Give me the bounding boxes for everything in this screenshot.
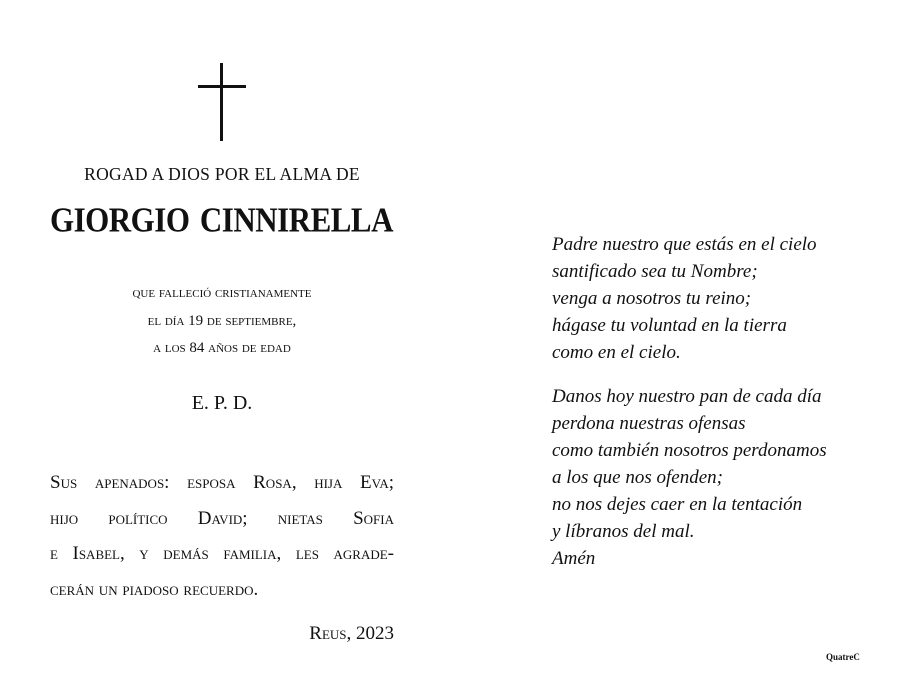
family-line: hijo político David; nietas Sofia: [50, 507, 394, 529]
epd-text: E. P. D.: [191, 392, 253, 414]
rogad-heading: ROGAD A DIOS POR EL ALMA DE: [84, 164, 360, 184]
prayer-line: hágase tu voluntad en la tierra: [552, 315, 787, 336]
last-name: CINNIRELLA: [199, 200, 393, 240]
cross-horizontal-bar: [198, 85, 246, 88]
prayer-line: venga a nosotros tu reino;: [552, 288, 752, 309]
cross-icon: [198, 63, 246, 141]
death-info-line: a los 84 años de edad: [153, 340, 291, 356]
deceased-name: [50, 200, 393, 240]
cross-vertical-bar: [220, 63, 223, 141]
prayer-line: Danos hoy nuestro pan de cada día: [552, 386, 822, 407]
prayer-line: como también nosotros perdonamos: [552, 440, 827, 461]
prayer-line: santificado sea tu Nombre;: [552, 261, 758, 282]
prayer-line: perdona nuestras ofensas: [552, 413, 746, 434]
prayer-line: como en el cielo.: [552, 342, 681, 363]
prayer-stanza-2: [552, 383, 827, 572]
prayer-line: y líbranos del mal.: [552, 521, 695, 542]
family-line: Sus apenados: esposa Rosa, hija Eva;: [50, 472, 394, 493]
death-info-line: el día 19 de septiembre,: [147, 312, 297, 329]
place-date: Reus, 2023: [309, 623, 394, 644]
brand-mark: QuatreC: [826, 652, 860, 662]
prayer-stanza-1: [552, 231, 817, 366]
prayer-line: Amén: [552, 548, 596, 569]
family-line: cerán un piadoso recuerdo.: [50, 578, 259, 600]
family-line: e Isabel, y demás familia, les agrade-: [50, 543, 394, 564]
death-info: [50, 280, 394, 363]
prayer-line: Padre nuestro que estás en el cielo: [552, 234, 817, 255]
prayer-line: a los que nos ofenden;: [552, 467, 723, 488]
first-name: GIORGIO: [50, 200, 190, 240]
death-info-line: que falleció cristianamente: [132, 285, 312, 301]
prayer-line: no nos dejes caer en la tentación: [552, 494, 803, 515]
family-message: [50, 465, 394, 607]
